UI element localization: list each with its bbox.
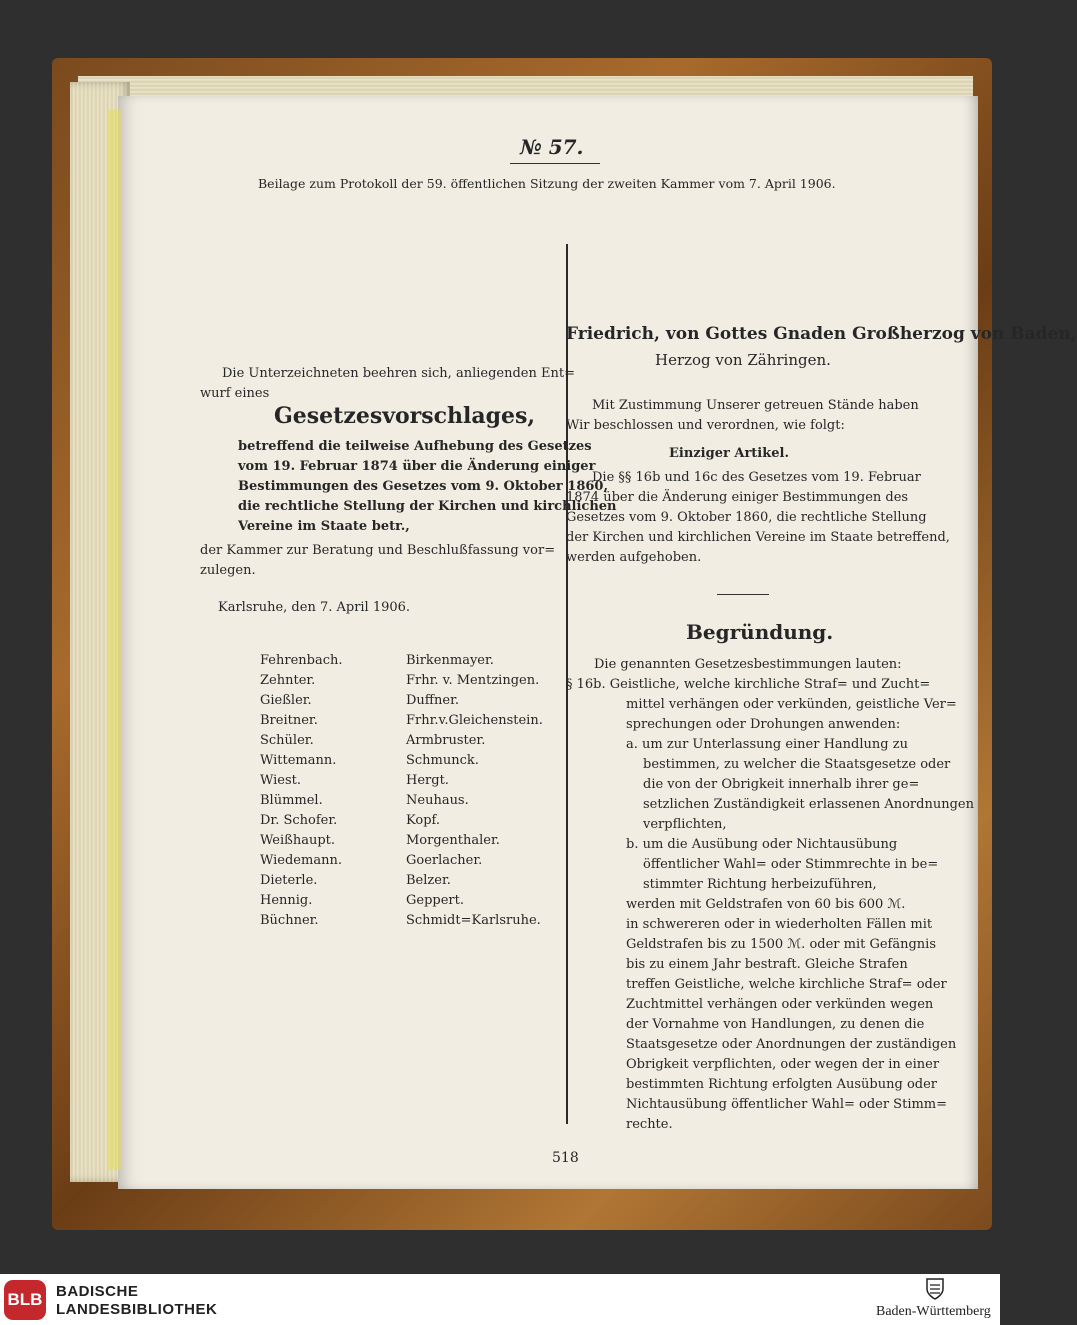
reasoning-line: Die genannten Gesetzesbestimmungen lauten: (594, 657, 902, 672)
signer: Neuhaus. (406, 793, 469, 808)
reasoning-line: Staatsgesetze oder Anordnungen der zuständigen (626, 1037, 957, 1052)
reasoning-line: § 16b. Geistliche, welche kirchliche Straf= und Zucht= (566, 677, 931, 692)
signer: Goerlacher. (406, 853, 483, 868)
enactment-line-2: Wir beschlossen und verordnen, wie folgt: (566, 418, 845, 433)
article-line-2: 1874 über die Änderung einiger Bestimmungen des (566, 490, 909, 505)
reasoning-line: stimmter Richtung herbeizuführen, (643, 877, 877, 892)
page-block-top-edge (78, 76, 973, 98)
signer: Frhr. v. Mentzingen. (406, 673, 540, 688)
reasoning-line: die von der Obrigkeit innerhalb ihrer ge= (643, 777, 920, 792)
number-underline (510, 163, 600, 164)
reasoning-line: der Vornahme von Handlungen, zu denen die (626, 1017, 925, 1032)
bill-subject-5: Vereine im Staate betr., (238, 519, 410, 534)
reasoning-line: bis zu einem Jahr bestraft. Gleiche Strafen (626, 957, 908, 972)
article-line-3: Gesetzes vom 9. Oktober 1860, die rechtliche Stellung (566, 510, 927, 525)
reasoning-line: bestimmen, zu welcher die Staatsgesetze oder (643, 757, 951, 772)
signer: Wiedemann. (260, 853, 342, 868)
article-line-5: werden aufgehoben. (566, 550, 702, 565)
bill-subject-1: betreffend die teilweise Aufhebung des Gesetzes (238, 439, 592, 454)
intro-line-2: wurf eines (200, 386, 270, 401)
reasoning-line: treffen Geistliche, welche kirchliche Straf= oder (626, 977, 947, 992)
supplement-line: Beilage zum Protokoll der 59. öffentlichen Sitzung der zweiten Kammer vom 7. April 1906. (258, 176, 836, 191)
bill-subject-3: Bestimmungen des Gesetzes vom 9. Oktober 1860, (238, 479, 608, 494)
signer: Morgenthaler. (406, 833, 500, 848)
signer: Schüler. (260, 733, 314, 748)
signer: Fehrenbach. (260, 653, 343, 668)
reasoning-line: sprechungen oder Drohungen anwenden: (626, 717, 901, 732)
reasoning-line: Obrigkeit verpflichten, oder wegen der in einer (626, 1057, 940, 1072)
reasoning-heading: Begründung. (686, 620, 834, 644)
reasoning-line: verpflichten, (643, 817, 727, 832)
place-date: Karlsruhe, den 7. April 1906. (218, 600, 411, 615)
coat-of-arms-icon (924, 1277, 946, 1301)
reasoning-line: werden mit Geldstrafen von 60 bis 600 ℳ. (626, 897, 906, 912)
signer: Frhr.v.Gleichenstein. (406, 713, 543, 728)
reasoning-line: b. um die Ausübung oder Nichtausübung (626, 837, 898, 852)
signer: Weißhaupt. (260, 833, 336, 848)
state-name: Baden-Württemberg (876, 1304, 991, 1319)
library-name-line-2: LANDESBIBLIOTHEK (56, 1301, 218, 1318)
intro-line-1: Die Unterzeichneten beehren sich, anliegenden Ent= (222, 366, 575, 381)
section-rule (717, 594, 769, 595)
article-heading: Einziger Artikel. (669, 446, 789, 461)
ruler-subtitle: Herzog von Zähringen. (655, 351, 831, 369)
signer: Breitner. (260, 713, 318, 728)
page-edge-tint (108, 110, 122, 1170)
signer: Birkenmayer. (406, 653, 494, 668)
signer: Schmunck. (406, 753, 479, 768)
reasoning-line: setzlichen Zuständigkeit erlassenen Anordnungen (643, 797, 974, 812)
reasoning-line: Zuchtmittel verhängen oder verkünden wegen (626, 997, 934, 1012)
signer: Blümmel. (260, 793, 323, 808)
reasoning-line: bestimmten Richtung erfolgten Ausübung oder (626, 1077, 937, 1092)
signer: Geppert. (406, 893, 464, 908)
bill-heading: Gesetzesvorschlages, (274, 403, 536, 429)
signer: Dieterle. (260, 873, 318, 888)
signer: Wittemann. (260, 753, 337, 768)
enactment-line-1: Mit Zustimmung Unserer getreuen Stände haben (592, 398, 919, 413)
reasoning-line: rechte. (626, 1117, 673, 1132)
signer: Armbruster. (406, 733, 486, 748)
signer: Dr. Schofer. (260, 813, 338, 828)
blb-logo[interactable]: BLB (4, 1280, 46, 1320)
signer: Büchner. (260, 913, 319, 928)
bill-subject-4: die rechtliche Stellung der Kirchen und kirchlichen (238, 499, 617, 514)
page-number: 518 (552, 1150, 579, 1166)
closing-line-1: der Kammer zur Beratung und Beschlußfassung vor= (200, 543, 556, 558)
reasoning-line: Nichtausübung öffentlicher Wahl= oder Stimm= (626, 1097, 948, 1112)
signer: Schmidt=Karlsruhe. (406, 913, 541, 928)
document-number: № 57. (520, 135, 584, 159)
signer: Kopf. (406, 813, 440, 828)
ruler-title: Friedrich, von Gottes Gnaden Großherzog von Baden, (566, 324, 1077, 344)
signer: Gießler. (260, 693, 312, 708)
reasoning-line: in schwereren oder in wiederholten Fällen mit (626, 917, 933, 932)
bill-subject-2: vom 19. Februar 1874 über die Änderung einiger (238, 459, 596, 474)
signer: Hergt. (406, 773, 449, 788)
signer: Hennig. (260, 893, 313, 908)
signer: Zehnter. (260, 673, 316, 688)
reasoning-line: öffentlicher Wahl= oder Stimmrechte in be= (643, 857, 939, 872)
article-line-1: Die §§ 16b und 16c des Gesetzes vom 19. Februar (592, 470, 921, 485)
signer: Duffner. (406, 693, 460, 708)
reasoning-line: a. um zur Unterlassung einer Handlung zu (626, 737, 908, 752)
signer: Belzer. (406, 873, 451, 888)
closing-line-2: zulegen. (200, 563, 256, 578)
article-line-4: der Kirchen und kirchlichen Vereine im Staate betreffend, (566, 530, 950, 545)
reasoning-line: mittel verhängen oder verkünden, geistliche Ver= (626, 697, 957, 712)
signer: Wiest. (260, 773, 302, 788)
library-name-line-1: BADISCHE (56, 1283, 139, 1300)
reasoning-line: Geldstrafen bis zu 1500 ℳ. oder mit Gefängnis (626, 937, 937, 952)
